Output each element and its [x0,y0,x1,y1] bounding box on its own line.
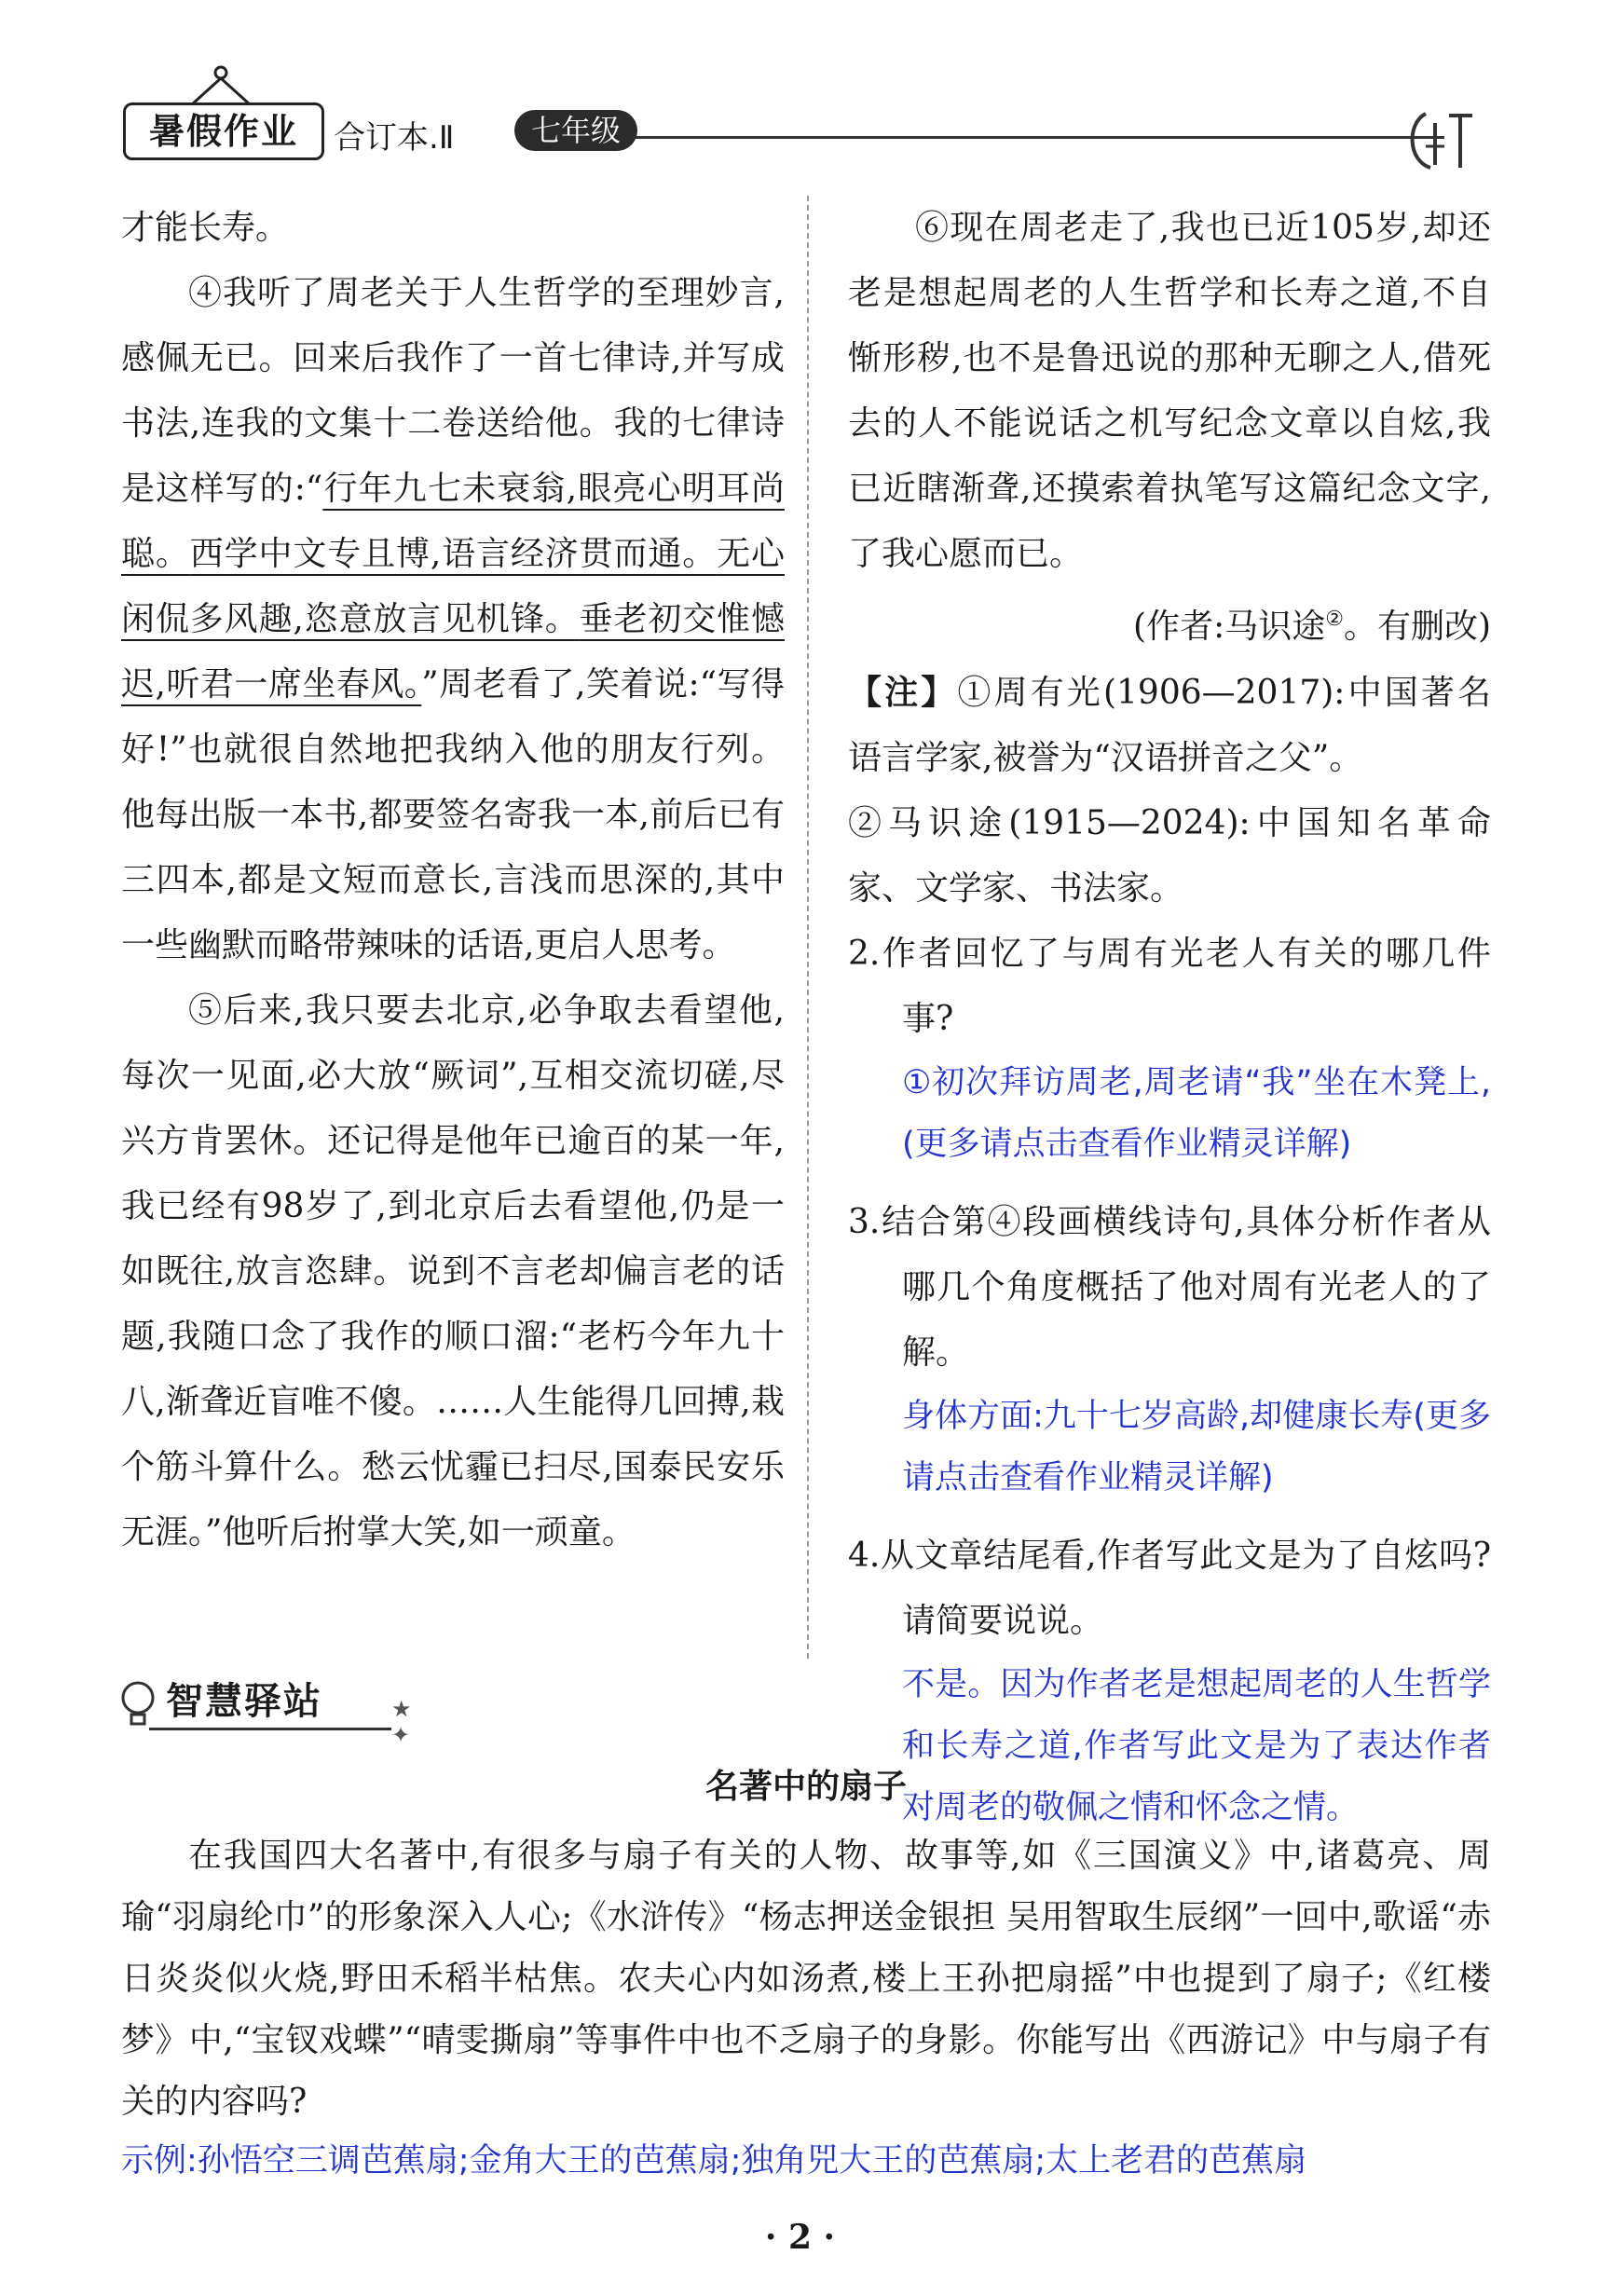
answer-4: 不是。因为作者老是想起周老的人生哲学和长寿之道,作者写此文是为了表达作者对周老的敬佩之情和怀念之情。 [902,1666,1491,1826]
paragraph-4-rest: ”周老看了,笑着说:“写得好!”也就很自然地把我纳入他的朋友行列。他每出版一本书,都要签名寄我一本,前后已有三四本,都是文短而意长,言浅而思深的,其中一些幽默而略带辣味的话语,更启人思考。 [121,665,785,964]
question-4: 4.从文章结尾看,作者写此文是为了自炫吗?请简要说说。 [848,1537,1491,1640]
summer-homework-sign: 暑假作业 [123,102,324,160]
page-number: · 2 · [764,2218,836,2257]
notes [848,660,1491,791]
wisdom-station-title: 智慧驿站 [166,1680,322,1723]
header-rule [634,136,1444,139]
stars-icon: ★ ✦ [391,1696,412,1748]
paragraph-6: ⑥现在周老走了,我也已近105岁,却还老是想起周老的人生哲学和长寿之道,不自惭形秽,也不是鲁迅说的那种无聊之人,借死去的人不能说话之机写纪念文章以自炫,我已近瞎渐聋,还摸索着执笔写这篇纪念文字,了我心愿而已。 [848,209,1491,573]
author-signature [848,587,1491,660]
article-body: 在我国四大名著中,有很多与扇子有关的人物、故事等,如《三国演义》中,诸葛亮、周瑜“羽扇纶巾”的形象深入人心;《水浒传》“杨志押送金银担 吴用智取生辰纲”一回中,歌谣“赤日炎炎似火烧,野田禾稻半枯焦。农夫心内如汤煮,楼上王孙把扇摇”中也提到了扇子;《红楼梦》中,“宝钗戏蝶”“晴雯撕扇”等事件中也不乏扇子的身影。你能写出《西游记》中与扇子有关的内容吗? [121,1837,1491,2121]
publisher-logo-icon [1398,95,1482,179]
answer-2[interactable]: ①初次拜访周老,周老请“我”坐在木凳上,(更多请点击查看作业精灵详解) [902,1064,1491,1163]
question-3: 3.结合第④段画横线诗句,具体分析作者从哪几个角度概括了他对周有光老人的了解。 [848,1203,1491,1372]
answer-3[interactable]: 身体方面:九十七岁高龄,却健康长寿(更多请点击查看作业精灵详解) [902,1398,1491,1496]
question-2: 2.作者回忆了与周有光老人有关的哪几件事? [848,935,1491,1038]
sign-hanger-icon [188,65,253,106]
paragraph-5: ⑤后来,我只要去北京,必争取去看望他,每次一见面,必大放“厥词”,互相交流切磋,尽兴方肯罢休。还记得是他年已逾百的某一年,我已经有98岁了,到北京后去看望他,仍是一如既往,放言恣肆。说到不言老却偏言老的话题,我随口念了我作的顺口溜:“老朽今年九十八,渐聋近盲唯不傻。……人生能得几回搏,栽个筋斗算什么。愁云忧霾已扫尽,国泰民安乐无涯。”他听后拊掌大笑,如一顽童。 [121,991,785,1551]
article-title: 名著中的扇子 [704,1768,907,1806]
underlined-poem-line-1: 行年九七未衰翁,眼亮心明耳尚聪。 [121,470,785,573]
edition-label: 合订本.Ⅱ [334,119,455,157]
underlined-poem-line-4: 垂老初交惟憾迟,听君一席坐春风。 [121,600,785,704]
signature-footnote-mark: ② [1325,608,1344,631]
note-2: ②马识途(1915—2024):中国知名革命家、文学家、书法家。 [848,804,1491,908]
right-column [848,196,1491,1853]
column-divider [807,196,809,1659]
underlined-poem-line-3: 无心闲侃多风趣,恣意放言见机锋。 [121,535,785,638]
paragraph-continued: 才能长寿。 [121,209,290,247]
paragraph-4-intro: ④我听了周老关于人生哲学的至理妙言,感佩无已。回来后我作了一首七律诗,并写成书法,连我的文集十二卷送给他。我的七律诗是这样写的:“ [121,274,785,508]
notes-label: 【注】 [848,673,958,712]
article-answer: 示例:孙悟空三调芭蕉扇;金角大王的芭蕉扇;独角兕大王的芭蕉扇;太上老君的芭蕉扇 [121,2142,1307,2180]
left-column [121,196,785,1565]
page-header [112,58,1491,170]
lightbulb-icon [117,1677,158,1729]
underlined-poem-line-2: 西学中文专且博,语言经济贯而通。 [189,535,718,573]
wisdom-article [121,1756,1491,2189]
paragraph-4 [121,261,785,978]
note-1: ①周有光(1906—2017):中国著名语言学家,被誉为“汉语拼音之父”。 [848,674,1491,777]
signature-text: (作者:马识途 [1133,608,1326,646]
signature-end: 。有删改) [1343,608,1491,646]
wisdom-station-heading [112,1668,412,1748]
grade-badge: 七年级 [514,110,637,151]
wisdom-rule [149,1728,391,1730]
